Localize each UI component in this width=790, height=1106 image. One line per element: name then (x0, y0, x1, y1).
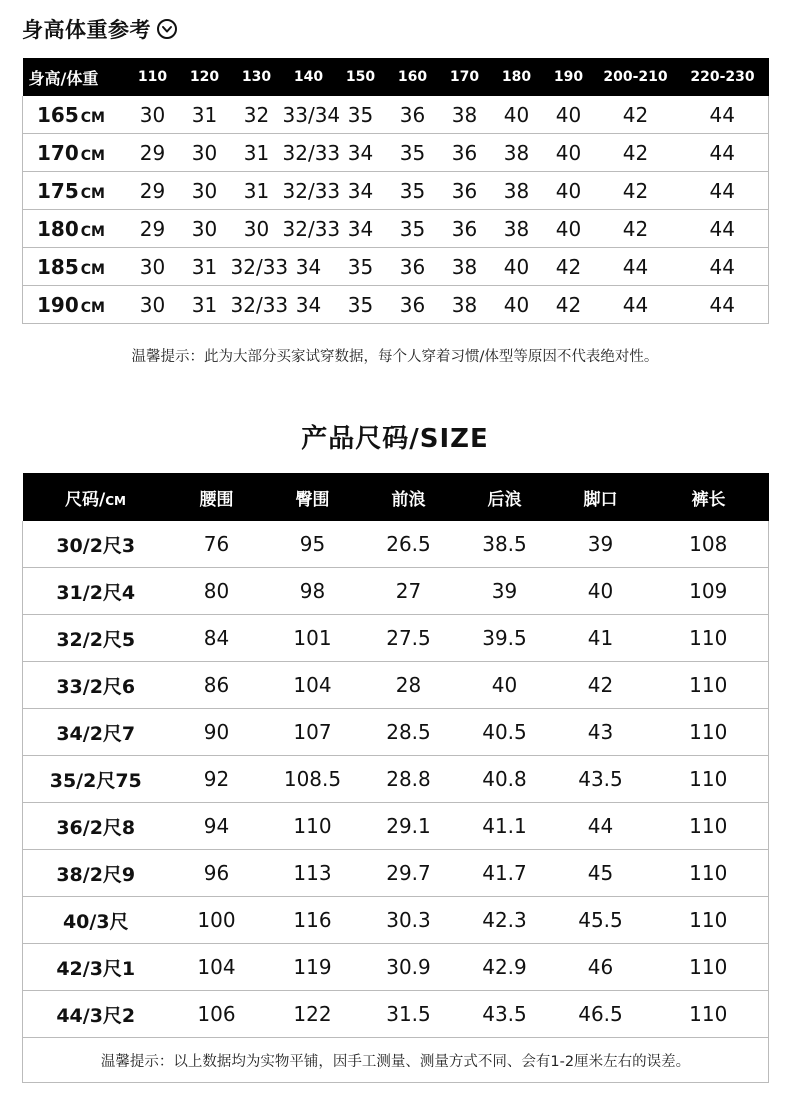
size-value-cell: 44 (677, 96, 769, 134)
ref-row (23, 96, 769, 134)
size-value-cell: 30 (127, 96, 179, 134)
size-row (23, 850, 769, 897)
size-value-cell: 34 (335, 172, 387, 210)
measurement-cell: 84 (169, 615, 265, 662)
size-header-cell (649, 473, 769, 521)
measurement-cell: 39 (457, 568, 553, 615)
ref-row (23, 248, 769, 286)
measurement-cell: 46.5 (553, 991, 649, 1038)
measurement-cell: 29.7 (361, 850, 457, 897)
measurement-cell: 42.9 (457, 944, 553, 991)
height-value: 175 (37, 178, 79, 203)
measurement-cell: 109 (649, 568, 769, 615)
weight-header: 220-230 (677, 58, 769, 96)
size-value-cell: 34 (283, 248, 335, 286)
measurement-cell: 92 (169, 756, 265, 803)
size-value-cell: 32/33 (283, 210, 335, 248)
measurement-cell: 44 (553, 803, 649, 850)
size-code-cell: 35/2尺75 (23, 756, 169, 803)
measurement-cell: 108 (649, 521, 769, 568)
size-value-cell: 44 (677, 210, 769, 248)
size-header-cell (553, 473, 649, 521)
size-row (23, 662, 769, 709)
measurement-cell: 104 (169, 944, 265, 991)
height-cell (23, 172, 127, 210)
size-value-cell: 40 (491, 248, 543, 286)
measurement-cell: 80 (169, 568, 265, 615)
size-header-label: 后浪 (487, 489, 522, 510)
size-value-cell: 30 (127, 248, 179, 286)
weight-header: 110 (127, 58, 179, 96)
ref-row (23, 172, 769, 210)
measurement-cell: 86 (169, 662, 265, 709)
measurement-cell: 110 (649, 662, 769, 709)
size-value-cell: 31 (179, 96, 231, 134)
size-section-title: 产品尺码/SIZE (301, 424, 489, 454)
measurement-cell: 107 (265, 709, 361, 756)
measurement-cell: 110 (649, 709, 769, 756)
size-note: 温馨提示：以上数据均为实物平铺，因手工测量、测量方式不同、会有1-2厘米左右的误差。 (23, 1038, 769, 1083)
size-code-cell: 34/2尺7 (23, 709, 169, 756)
size-header-row (23, 473, 769, 521)
measurement-cell: 108.5 (265, 756, 361, 803)
size-code-cell: 30/2尺3 (23, 521, 169, 568)
measurement-cell: 28 (361, 662, 457, 709)
size-code-cell: 36/2尺8 (23, 803, 169, 850)
height-cell (23, 286, 127, 324)
size-header-cell (169, 473, 265, 521)
size-value-cell: 35 (335, 96, 387, 134)
size-value-cell: 35 (387, 172, 439, 210)
measurement-cell: 100 (169, 897, 265, 944)
size-value-cell: 40 (543, 172, 595, 210)
size-header-unit: CM (105, 493, 126, 508)
size-chart-table (22, 473, 769, 1083)
size-value-cell: 44 (677, 248, 769, 286)
size-value-cell: 31 (231, 134, 283, 172)
height-value: 180 (37, 216, 79, 241)
weight-header: 120 (179, 58, 231, 96)
measurement-cell: 110 (265, 803, 361, 850)
size-value-cell: 36 (387, 248, 439, 286)
size-value-cell: 35 (387, 134, 439, 172)
size-value-cell: 30 (179, 210, 231, 248)
height-weight-table (22, 58, 769, 324)
size-row (23, 521, 769, 568)
size-value-cell: 31 (179, 248, 231, 286)
weight-header: 140 (283, 58, 335, 96)
measurement-cell: 43.5 (457, 991, 553, 1038)
measurement-cell: 106 (169, 991, 265, 1038)
measurement-cell: 45.5 (553, 897, 649, 944)
size-value-cell: 42 (595, 96, 677, 134)
size-note-row (23, 1038, 769, 1083)
size-value-cell: 42 (543, 286, 595, 324)
size-value-cell: 44 (677, 134, 769, 172)
size-header-label: 尺码/ (65, 489, 106, 510)
size-row (23, 944, 769, 991)
size-value-cell: 32/33 (283, 172, 335, 210)
ref-row (23, 210, 769, 248)
size-value-cell: 40 (543, 134, 595, 172)
size-value-cell: 29 (127, 210, 179, 248)
size-value-cell: 44 (677, 286, 769, 324)
size-header-label: 前浪 (391, 489, 426, 510)
weight-header: 130 (231, 58, 283, 96)
size-value-cell: 32/33 (283, 134, 335, 172)
measurement-cell: 90 (169, 709, 265, 756)
size-value-cell: 38 (439, 96, 491, 134)
height-value: 170 (37, 140, 79, 165)
size-header-label: 裤长 (691, 489, 726, 510)
measurement-cell: 98 (265, 568, 361, 615)
size-value-cell: 33/34 (283, 96, 335, 134)
size-header-label: 臀围 (295, 489, 330, 510)
size-value-cell: 30 (127, 286, 179, 324)
measurement-cell: 39.5 (457, 615, 553, 662)
measurement-cell: 40 (553, 568, 649, 615)
height-cell (23, 248, 127, 286)
measurement-cell: 104 (265, 662, 361, 709)
size-value-cell: 40 (491, 286, 543, 324)
height-unit: CM (80, 109, 105, 126)
height-value: 165 (37, 102, 79, 127)
measurement-cell: 46 (553, 944, 649, 991)
size-value-cell: 29 (127, 172, 179, 210)
height-value: 190 (37, 292, 79, 317)
measurement-cell: 30.9 (361, 944, 457, 991)
size-value-cell: 44 (677, 172, 769, 210)
measurement-cell: 30.3 (361, 897, 457, 944)
ref-row (23, 286, 769, 324)
size-row (23, 803, 769, 850)
measurement-cell: 29.1 (361, 803, 457, 850)
size-row (23, 991, 769, 1038)
measurement-cell: 101 (265, 615, 361, 662)
weight-header: 200-210 (595, 58, 677, 96)
size-value-cell: 38 (491, 172, 543, 210)
height-unit: CM (80, 223, 105, 240)
size-code-cell: 31/2尺4 (23, 568, 169, 615)
size-header-label: 腰围 (199, 489, 234, 510)
size-row (23, 897, 769, 944)
size-value-cell: 36 (439, 210, 491, 248)
measurement-cell: 110 (649, 756, 769, 803)
height-unit: CM (80, 147, 105, 164)
weight-header: 150 (335, 58, 387, 96)
ref-header-row (23, 58, 769, 96)
size-value-cell: 29 (127, 134, 179, 172)
size-value-cell: 34 (283, 286, 335, 324)
size-code-cell: 42/3尺1 (23, 944, 169, 991)
measurement-cell: 42 (553, 662, 649, 709)
reference-note: 温馨提示：此为大部分买家试穿数据，每个人穿着习惯/体型等原因不代表绝对性。 (131, 349, 659, 365)
measurement-cell: 110 (649, 991, 769, 1038)
measurement-cell: 39 (553, 521, 649, 568)
measurement-cell: 31.5 (361, 991, 457, 1038)
size-value-cell: 32/33 (231, 248, 283, 286)
measurement-cell: 94 (169, 803, 265, 850)
measurement-cell: 27 (361, 568, 457, 615)
size-value-cell: 38 (491, 134, 543, 172)
measurement-cell: 43.5 (553, 756, 649, 803)
measurement-cell: 41 (553, 615, 649, 662)
height-cell (23, 96, 127, 134)
size-header-cell (23, 473, 169, 521)
height-value: 185 (37, 254, 79, 279)
height-weight-reference-title (22, 14, 177, 44)
measurement-cell: 116 (265, 897, 361, 944)
measurement-cell: 45 (553, 850, 649, 897)
measurement-cell: 96 (169, 850, 265, 897)
size-code-cell: 44/3尺2 (23, 991, 169, 1038)
height-unit: CM (80, 261, 105, 278)
weight-header: 180 (491, 58, 543, 96)
height-unit: CM (80, 185, 105, 202)
size-value-cell: 42 (595, 134, 677, 172)
size-value-cell: 40 (543, 210, 595, 248)
ref-row (23, 134, 769, 172)
size-value-cell: 42 (543, 248, 595, 286)
size-value-cell: 38 (439, 248, 491, 286)
measurement-cell: 110 (649, 615, 769, 662)
size-value-cell: 34 (335, 134, 387, 172)
size-header-cell (265, 473, 361, 521)
measurement-cell: 38.5 (457, 521, 553, 568)
size-value-cell: 40 (543, 96, 595, 134)
measurement-cell: 110 (649, 944, 769, 991)
size-code-cell: 32/2尺5 (23, 615, 169, 662)
measurement-cell: 40 (457, 662, 553, 709)
size-row (23, 615, 769, 662)
size-value-cell: 40 (491, 96, 543, 134)
measurement-cell: 95 (265, 521, 361, 568)
measurement-cell: 110 (649, 803, 769, 850)
size-value-cell: 31 (179, 286, 231, 324)
weight-header: 190 (543, 58, 595, 96)
size-row (23, 568, 769, 615)
height-cell (23, 210, 127, 248)
size-code-cell: 33/2尺6 (23, 662, 169, 709)
ref-corner-header: 身高/体重 (23, 58, 127, 96)
measurement-cell: 28.5 (361, 709, 457, 756)
size-value-cell: 35 (387, 210, 439, 248)
measurement-cell: 41.7 (457, 850, 553, 897)
measurement-cell: 28.8 (361, 756, 457, 803)
size-header-cell (361, 473, 457, 521)
size-row (23, 756, 769, 803)
size-value-cell: 35 (335, 248, 387, 286)
size-value-cell: 31 (231, 172, 283, 210)
size-value-cell: 30 (179, 134, 231, 172)
size-value-cell: 36 (387, 286, 439, 324)
measurement-cell: 119 (265, 944, 361, 991)
size-value-cell: 38 (439, 286, 491, 324)
height-unit: CM (80, 299, 105, 316)
size-value-cell: 44 (595, 286, 677, 324)
measurement-cell: 122 (265, 991, 361, 1038)
measurement-cell: 76 (169, 521, 265, 568)
size-value-cell: 44 (595, 248, 677, 286)
measurement-cell: 110 (649, 850, 769, 897)
size-value-cell: 35 (335, 286, 387, 324)
measurement-cell: 40.8 (457, 756, 553, 803)
size-code-cell: 40/3尺 (23, 897, 169, 944)
size-header-label: 脚口 (583, 489, 618, 510)
size-value-cell: 42 (595, 172, 677, 210)
weight-header: 170 (439, 58, 491, 96)
size-value-cell: 36 (439, 172, 491, 210)
measurement-cell: 110 (649, 897, 769, 944)
size-value-cell: 32 (231, 96, 283, 134)
size-row (23, 709, 769, 756)
measurement-cell: 42.3 (457, 897, 553, 944)
size-value-cell: 30 (179, 172, 231, 210)
size-value-cell: 30 (231, 210, 283, 248)
measurement-cell: 113 (265, 850, 361, 897)
height-cell (23, 134, 127, 172)
measurement-cell: 43 (553, 709, 649, 756)
size-code-cell: 38/2尺9 (23, 850, 169, 897)
size-header-cell (457, 473, 553, 521)
weight-header: 160 (387, 58, 439, 96)
reference-title-text: 身高体重参考 (22, 18, 151, 42)
measurement-cell: 26.5 (361, 521, 457, 568)
chevron-down-icon[interactable] (157, 19, 177, 39)
measurement-cell: 40.5 (457, 709, 553, 756)
size-value-cell: 42 (595, 210, 677, 248)
size-value-cell: 32/33 (231, 286, 283, 324)
size-value-cell: 34 (335, 210, 387, 248)
size-value-cell: 36 (439, 134, 491, 172)
size-value-cell: 38 (491, 210, 543, 248)
measurement-cell: 41.1 (457, 803, 553, 850)
size-value-cell: 36 (387, 96, 439, 134)
measurement-cell: 27.5 (361, 615, 457, 662)
